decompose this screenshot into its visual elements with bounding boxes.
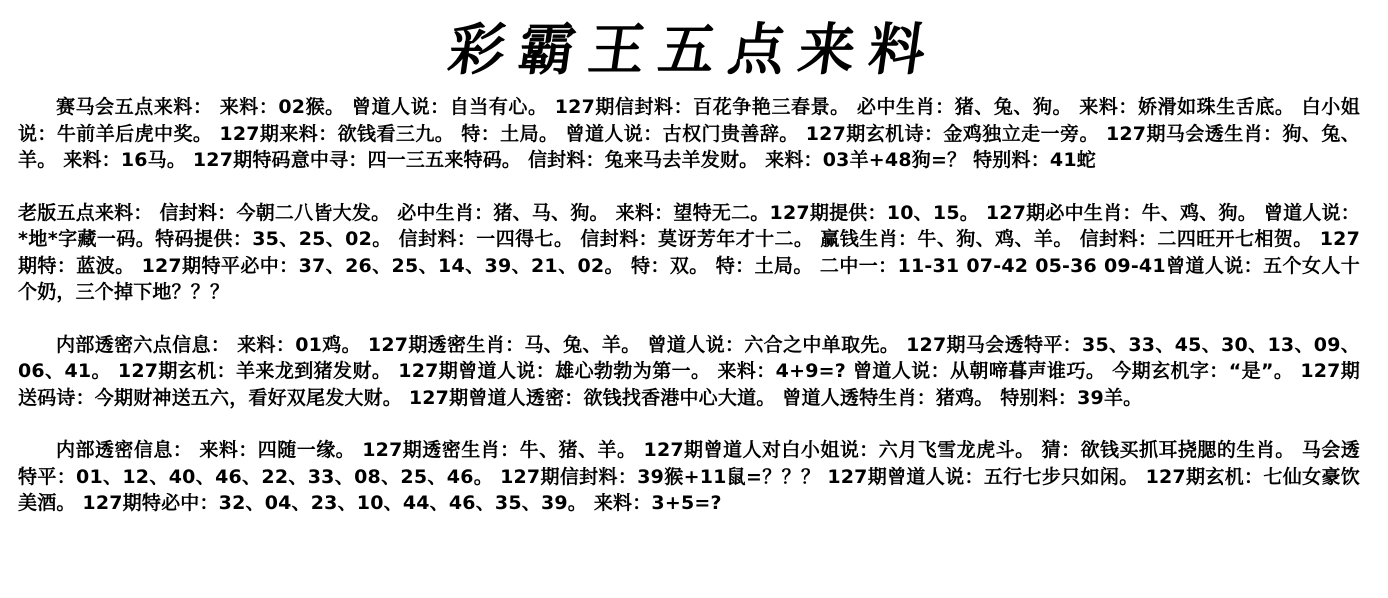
article-body (18, 94, 1360, 543)
paragraph-internal-info: 内部透密信息： 来料：四随一缘。 127期透密生肖：牛、猪、羊。 127期曾道人对白小姐说：六月飞雪龙虎斗。 猜：欲钱买抓耳挠腮的生肖。 马会透特平：01、12、40、46、22、33、08、25、46。 127期信封料：39猴+11鼠=？？？ 127期曾道人说：五行七步只如闲。 127期玄机：七仙女豪饮美酒。 127期特必中：32、04、23、10、44、46、35、39。 来料：3+5=? (18, 439, 1360, 514)
paragraph-old-version: 老版五点来料： 信封料：今朝二八皆大发。 必中生肖：猪、马、狗。 来料：望特无二。127期提供：10、15。 127期必中生肖：牛、鸡、狗。 曾道人说：*地*字藏一码。特码提供：35、25、02。 信封料：一四得七。 信封料：莫讶芳年才十二。 赢钱生肖：牛、狗、鸡、羊。 信封料：二四旺开七相贺。 127期特：蓝波。 127期特平必中：37、26、25、14、39、21、02。 特：双。 特：土局。 二中一：11-31 07-42 05-36 09-41曾道人说：五个女人十个奶，三个掉下地？？？ (18, 201, 1360, 303)
paragraph-internal-six: 内部透密六点信息： 来料：01鸡。 127期透密生肖：马、兔、羊。 曾道人说：六合之中单取先。 127期马会透特平：35、33、45、30、13、09、06、41。 127期玄机：羊来龙到猪发财。 127期曾道人说：雄心勃勃为第一。 来料：4+9=? 曾道人说：从朝啼暮声谁巧。 今期玄机字：“是”。 127期送码诗：今期财神送五六，看好双尾发大财。 127期曾道人透密：欲钱找香港中心大道。 曾道人透特生肖：猪鸡。 特别料：39羊。 (18, 333, 1360, 409)
paragraph-horse-club: 赛马会五点来料： 来料：02猴。 曾道人说：自当有心。 127期信封料：百花争艳三春景。 必中生肖：猪、兔、狗。 来料：娇滑如珠生舌底。 白小姐说：牛前羊后虎中奖。 127期来料：欲钱看三九。 特：土局。 曾道人说：古权门贵善辞。 127期玄机诗：金鸡独立走一旁。 127期马会透生肖：狗、兔、羊。 来料：16马。 127期特码意中寻：四一三五来特码。 信封料：兔来马去羊发财。 来料：03羊+48狗=？ 特别料：41蛇 (18, 96, 1360, 171)
page-title: 彩霸王五点来料 (444, 17, 944, 83)
